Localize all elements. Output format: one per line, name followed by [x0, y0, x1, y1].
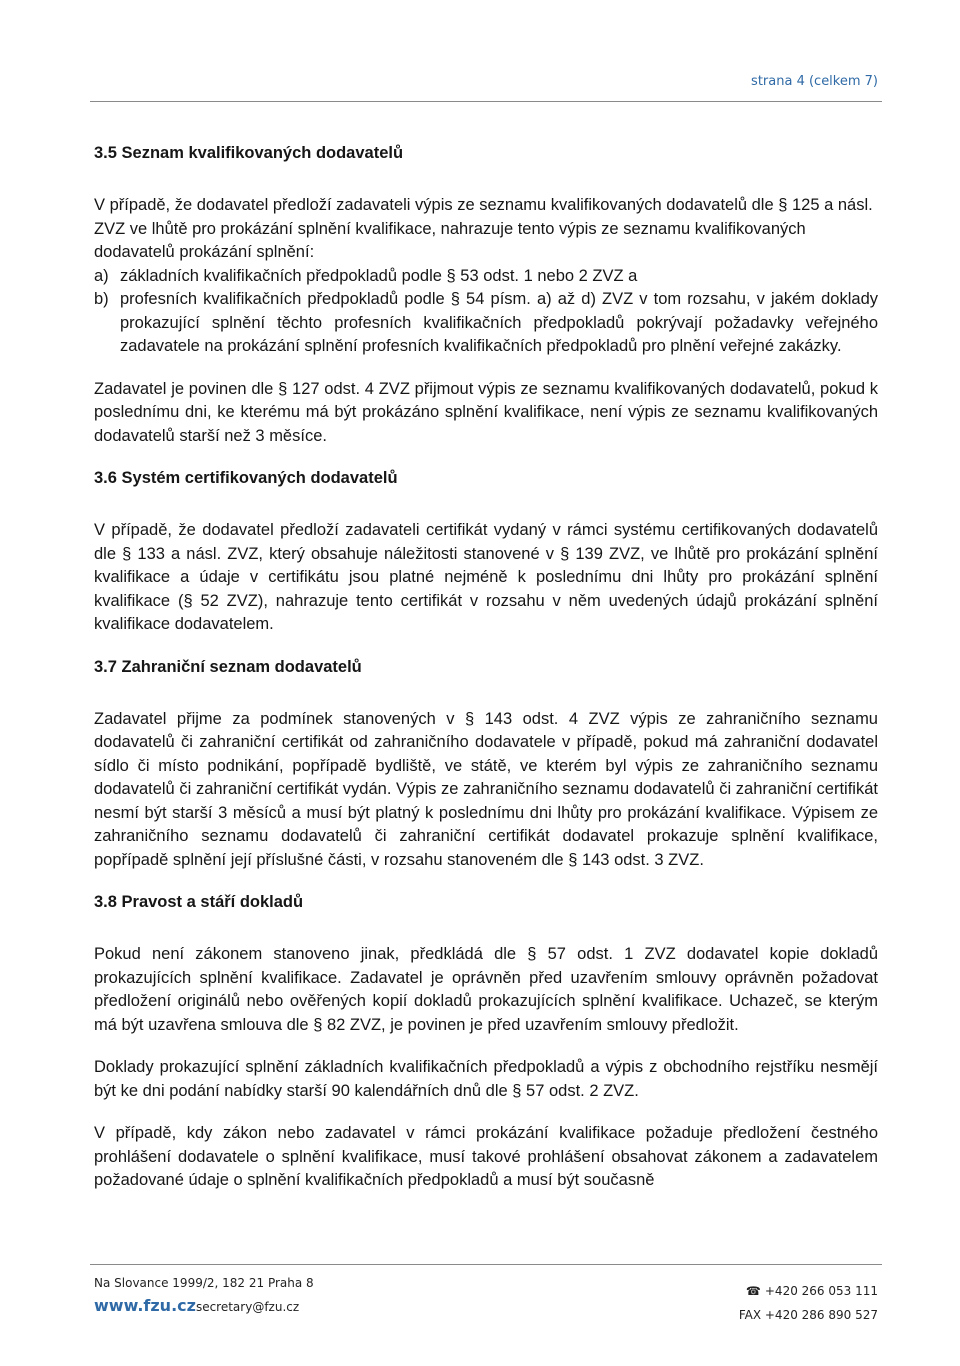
footer-contact-right [739, 1279, 878, 1327]
section-3-5-title: 3.5 Seznam kvalifikovaných dodavatelů [94, 144, 404, 162]
list-item-text: základních kvalifikačních předpokladů podle § 53 odst. 1 nebo 2 ZVZ a [120, 266, 638, 285]
footer-fax: FAX +420 286 890 527 [738, 1308, 878, 1322]
list-item [94, 288, 878, 359]
footer-address: Na Slovance 1999/2, 182 21 Praha 8 [94, 1276, 314, 1290]
section-3-7-paragraph: Zadavatel přijme za podmínek stanovených v § 143 odst. 4 ZVZ výpis ze zahraničního seznamu dodavatelů či zahraniční certifikát od zahraničního dodavatele v případě, pokud má zahraniční dodavatel sídlo či místo podnikání, popřípadě bydliště, ve státě, ve kterém byl výpis ze zahraničního seznamu dodavatelů či zahraniční certifikát vydán. Výpis ze zahraničního seznamu dodavatelů či zahraniční certifikát nesmí být starší 3 měsíců a musí být platný k poslednímu dni lhůty pro prokázání kvalifikace. Výpisem ze zahraničního seznamu dodavatelů či zahraniční certifikát dodavatel prokazuje splnění kvalifikace, popřípadě splnění její příslušné části, v rozsahu stanoveném dle § 143 odst. 3 ZVZ. [94, 709, 878, 869]
footer-divider [90, 1264, 882, 1265]
phone-icon: ☎ [745, 1284, 761, 1298]
section-3-5-list [94, 265, 878, 359]
list-marker: b) [94, 290, 109, 308]
section-3-6-title: 3.6 Systém certifikovaných dodavatelů [94, 469, 398, 487]
section-3-8-paragraph-3: V případě, kdy zákon nebo zadavatel v rámci prokázání kvalifikace požaduje předložení čestného prohlášení dodavatele o splnění kvalifikace, musí takové prohlášení obsahovat zákonem a zadavatelem požadované údaje o splnění kvalifikačních předpokladů a musí být současně [94, 1124, 878, 1189]
footer-contact-left [94, 1276, 314, 1315]
page-number: strana 4 (celkem 7) [751, 74, 878, 89]
document-body [94, 142, 878, 1212]
list-item [94, 265, 878, 289]
list-item-text: profesních kvalifikačních předpokladů podle § 54 písm. a) až d) ZVZ v tom rozsahu, v jakém doklady prokazující splnění těchto profesních kvalifikačních předpokladů pokrývají požadavky veřejného zadavatele na prokázání splnění profesních kvalifikačních předpokladů pro plnění veřejné zakázky. [120, 290, 878, 355]
footer-website-link[interactable]: www.fzu.cz [94, 1296, 196, 1315]
section-3-8-title: 3.8 Pravost a stáří dokladů [94, 893, 304, 911]
section-3-5-paragraph: Zadavatel je povinen dle § 127 odst. 4 ZVZ přijmout výpis ze seznamu kvalifikovaných dodavatelů, pokud k poslednímu dni, ke kterému má být prokázáno splnění kvalifikace, není výpis ze seznamu kvalifikovaných dodavatelů starší než 3 měsíce. [94, 379, 878, 445]
header-divider [90, 101, 882, 102]
footer-phone: +420 266 053 111 [764, 1284, 878, 1298]
section-3-5-intro: V případě, že dodavatel předloží zadavateli výpis ze seznamu kvalifikovaných dodavatelů dle § 125 a násl. ZVZ ve lhůtě pro prokázání splnění kvalifikace, nahrazuje tento výpis ze seznamu kvalifikovaných dodavatelů prokázání splnění: [94, 196, 873, 261]
list-marker: a) [94, 266, 109, 285]
footer-email-link[interactable]: secretary@fzu.cz [195, 1300, 300, 1314]
section-3-7-title: 3.7 Zahraniční seznam dodavatelů [94, 657, 362, 676]
section-3-8-paragraph-2: Doklady prokazující splnění základních kvalifikačních předpokladů a výpis z obchodního rejstříku nesmějí být ke dni podání nabídky starší 90 kalendářních dnů dle § 57 odst. 2 ZVZ. [94, 1058, 878, 1100]
section-3-8-paragraph-1: Pokud není zákonem stanoveno jinak, předkládá dle § 57 odst. 1 ZVZ dodavatel kopie dokladů prokazujících splnění kvalifikace. Zadavatel je oprávněn před uzavřením smlouvy oprávněn požadovat předložení originálů nebo ověřených kopií dokladů prokazujících splnění kvalifikace. Uchazeč, se kterým má být uzavřena smlouva dle § 82 ZVZ, je povinen je před uzavřením smlouvy předložit. [94, 945, 878, 1034]
section-3-6-paragraph: V případě, že dodavatel předloží zadavateli certifikát vydaný v rámci systému certifikovaných dodavatelů dle § 133 a násl. ZVZ, který obsahuje náležitosti stanovené v § 139 ZVZ, ve lhůtě pro prokázání splnění kvalifikace a údaje v certifikátu jsou platné nejméně k poslednímu dni lhůty pro prokázání splnění kvalifikace (§ 52 ZVZ), nahrazuje tento certifikát v rozsahu v něm uvedených údajů prokázání splnění kvalifikace dodavatelem. [94, 521, 878, 633]
